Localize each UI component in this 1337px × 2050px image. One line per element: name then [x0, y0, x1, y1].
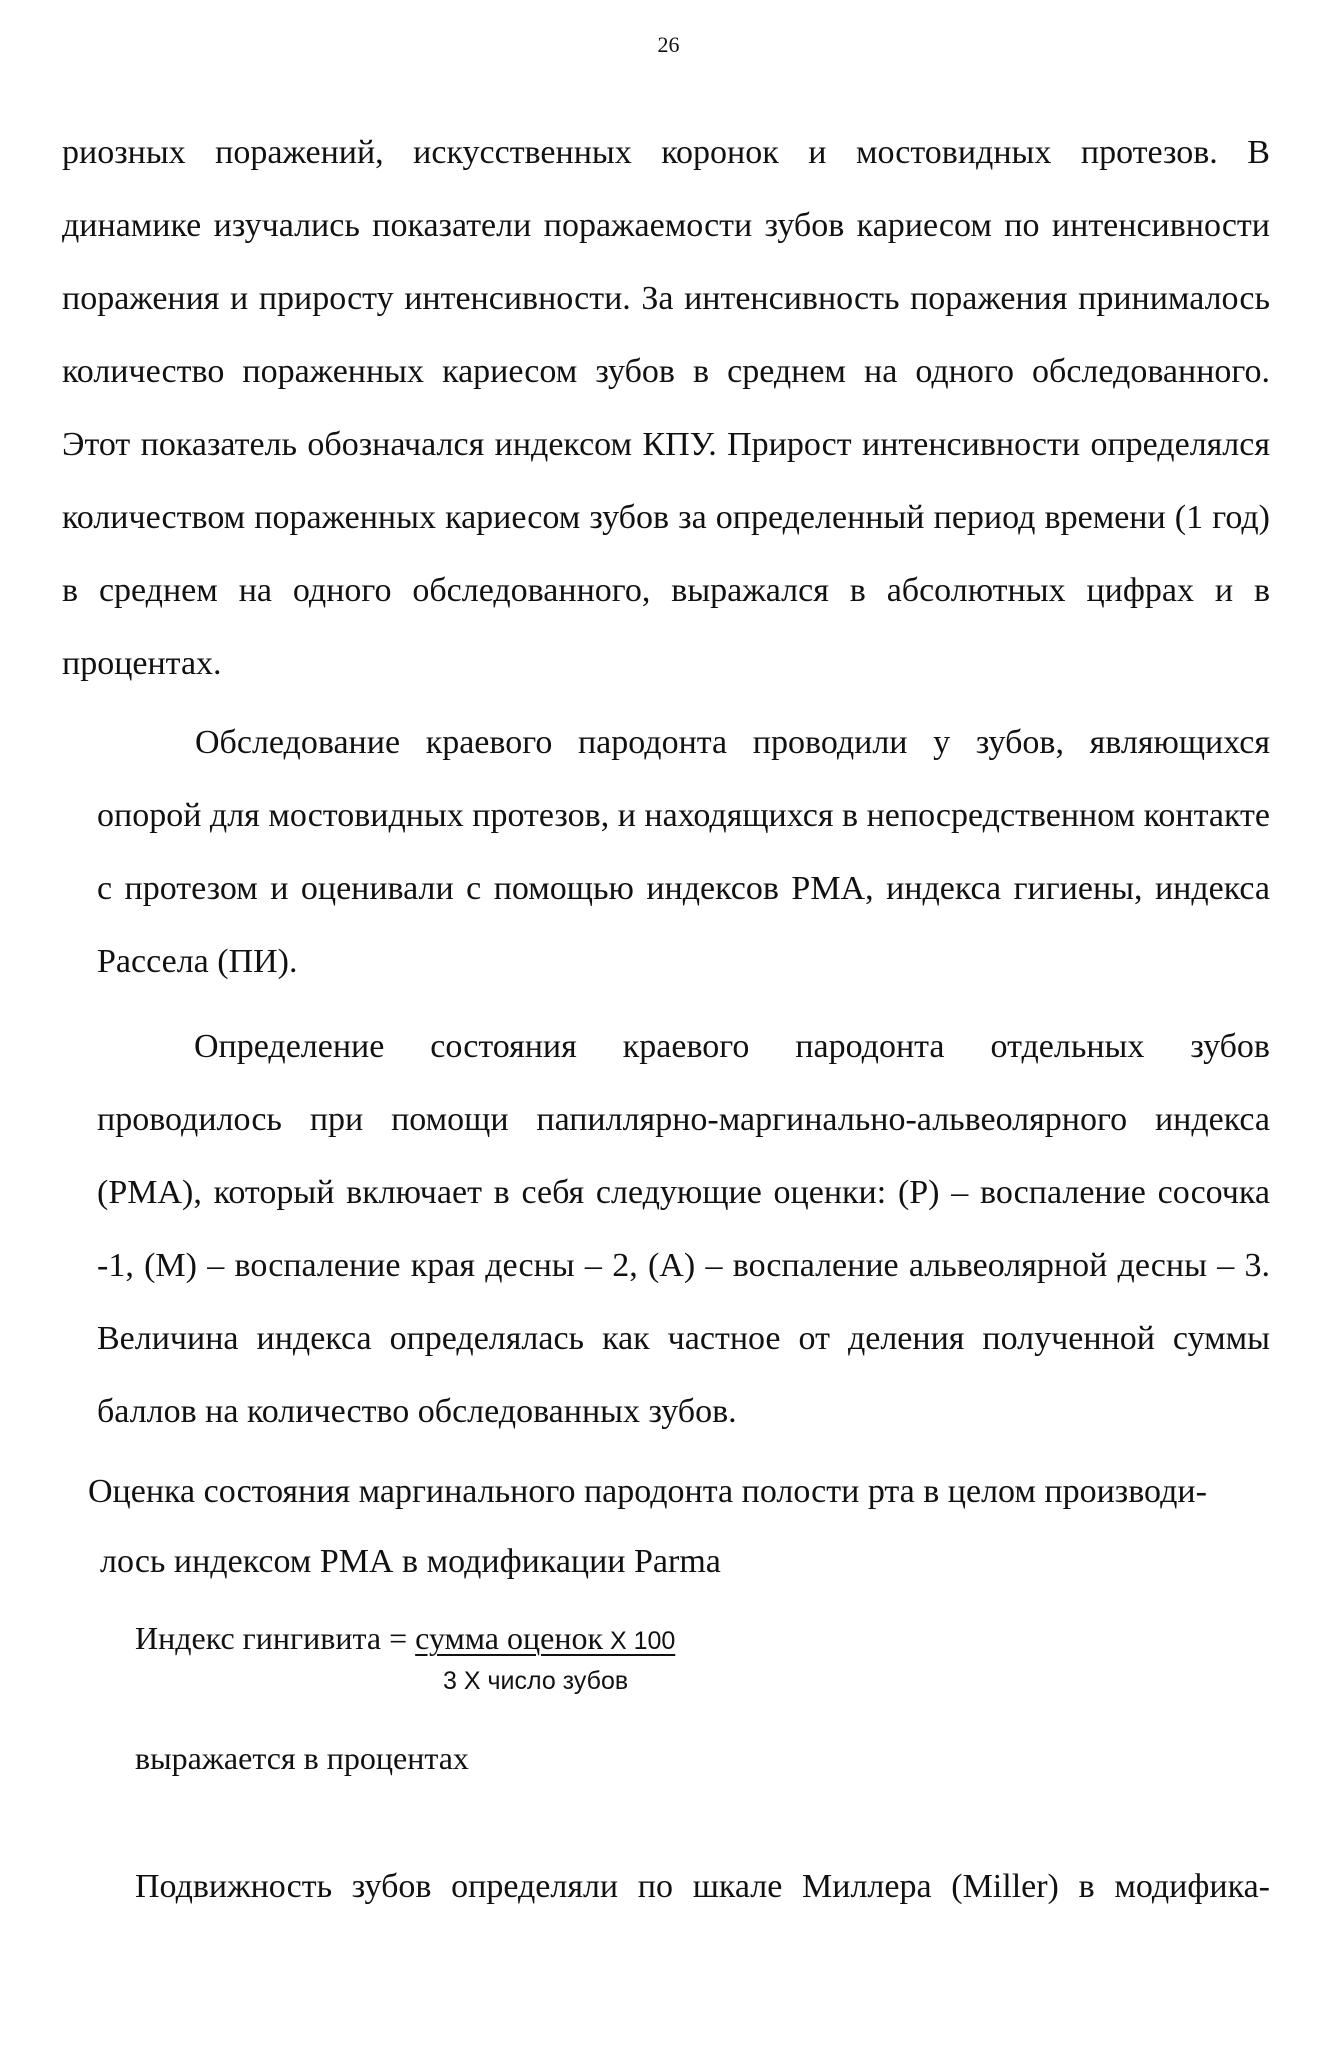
- gingivitis-index-formula: [135, 1620, 935, 1696]
- formula-numerator-text: сумма оценок: [415, 1620, 603, 1656]
- paragraph-line: лось индексом РМА в модификации Parma: [100, 1543, 721, 1580]
- paragraph-line: Оценка состояния маргинального пародонта полости рта в целом производи-: [88, 1473, 1207, 1510]
- paragraph-caries-intensity: риозных поражений, искусственных коронок и мостовидных протезов. В динамике изучались показатели поражаемости зубов кариесом по интенсивности поражения и приросту интенсивности. За интенсивность поражения принималось количество пораженных кариесом зубов в среднем на одного обследованного. Этот показатель обозначался индексом КПУ. Прирост интенсивности определялся количеством пораженных кариесом зубов за определенный период времени (1 год) в среднем на одного обследованного, выражался в абсолютных цифрах и в процентах.: [62, 134, 1270, 682]
- paragraph-pma-index: Определение состояния краевого пародонта отдельных зубов проводилось при помощи папиллярно-маргинально-альвеолярного индекса (РМА), который включает в себя следующие оценки: (Р) – воспаление сосочка -1, (М) – воспаление края десны – 2, (А) – воспаление альвеолярной десны – 3. Величина индекса определялась как частное от деления полученной суммы баллов на количество обследованных зубов.: [97, 1028, 1270, 1430]
- formula-denominator: 3 X число зубов: [443, 1667, 629, 1695]
- formula-unit-note: выражается в процентах: [135, 1740, 469, 1776]
- paragraph-periodontal-examination: Обследование краевого пародонта проводили у зубов, являющихся опорой для мостовидных протезов, и находящихся в непосредственном контакте с протезом и оценивали с помощью индексов РМА, индекса гигиены, индекса Рассела (ПИ).: [97, 724, 1270, 980]
- formula-numerator-line: [135, 1620, 935, 1657]
- paragraph-parma-modification: [88, 1457, 1270, 1597]
- paragraph-tooth-mobility: Подвижность зубов определяли по шкале Миллера (Miller) в модифика-: [135, 1868, 1270, 1905]
- formula-lhs: Индекс гингивита =: [135, 1620, 416, 1656]
- formula-numerator: [415, 1620, 675, 1656]
- formula-multiplier: X 100: [603, 1627, 676, 1655]
- page-number: 26: [657, 32, 680, 57]
